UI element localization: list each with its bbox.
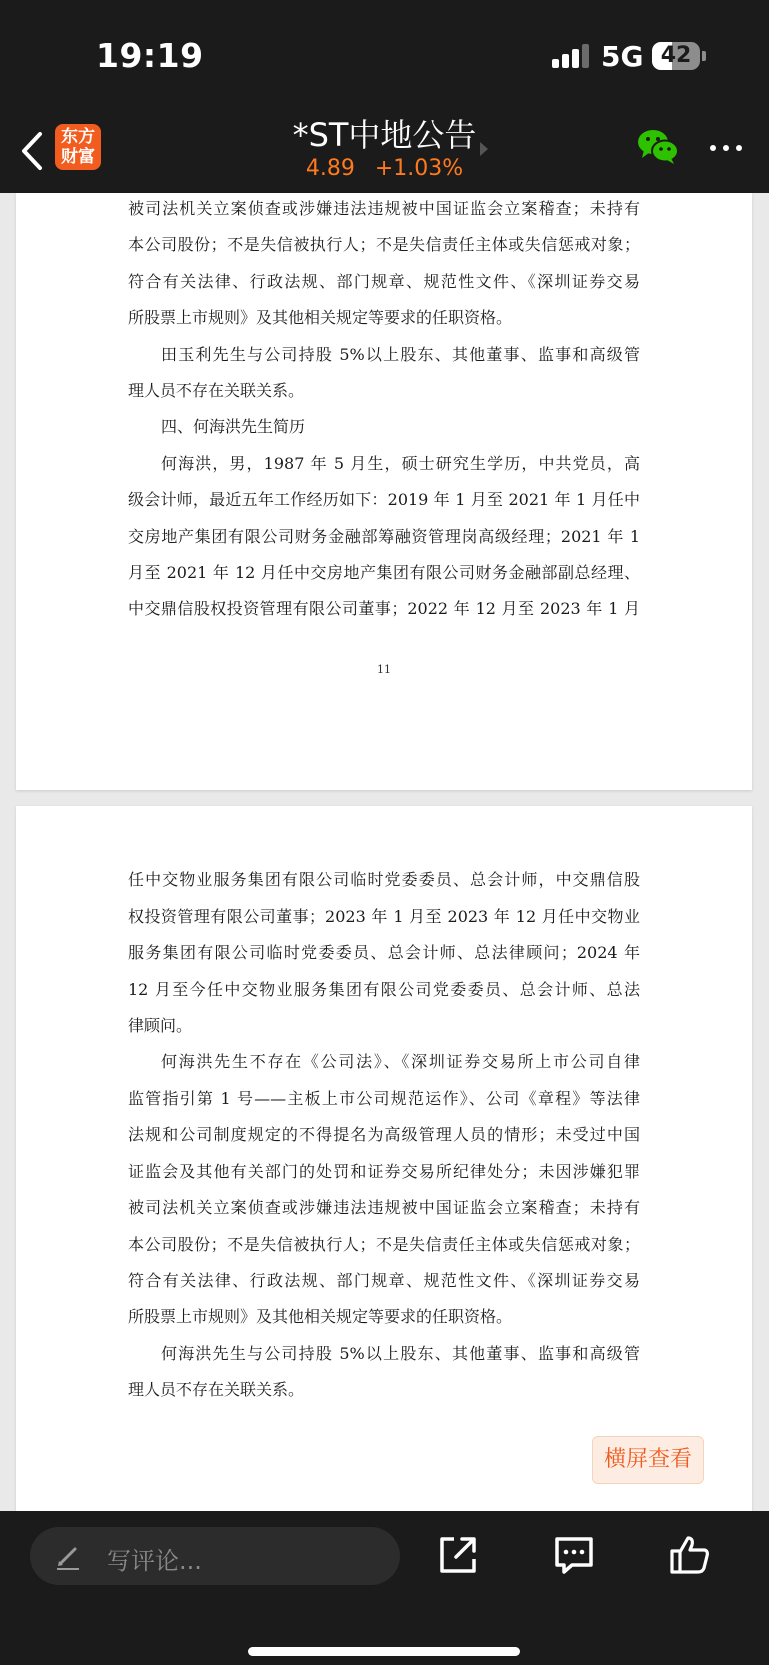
document-line: 被司法机关立案侦查或涉嫌违法违规被中国证监会立案稽查；未持有 (128, 199, 640, 218)
quote-arrow-icon[interactable] (480, 142, 488, 156)
wechat-share-button[interactable] (636, 128, 680, 166)
battery-icon (652, 42, 700, 70)
document-line: 监管指引第 1 号——主板上市公司规范运作》、公司《章程》等法律 (128, 1089, 640, 1108)
comments-button[interactable] (552, 1533, 596, 1577)
document-line: 月至 2021 年 12 月任中交房地产集团有限公司财务金融部副总经理、 (128, 563, 640, 582)
document-line: 律顾问。 (128, 1016, 193, 1035)
document-line: 理人员不存在关联关系。 (128, 381, 305, 400)
signal-icon (552, 44, 592, 68)
bottom-bar (0, 1511, 769, 1665)
share-button[interactable] (436, 1533, 480, 1577)
document-line: 符合有关法律、行政法规、部门规章、规范性文件、《深圳证券交易 (128, 1271, 640, 1290)
document-line: 权投资管理有限公司董事；2023 年 1 月至 2023 年 12 月任中交物业 (128, 907, 640, 926)
document-line: 何海洪先生不存在《公司法》、《深圳证券交易所上市公司自律 (161, 1052, 640, 1071)
like-icon (668, 1533, 712, 1577)
comment-input[interactable] (30, 1527, 400, 1585)
document-line: 服务集团有限公司临时党委委员、总会计师、总法律顾问；2024 年 (128, 943, 640, 962)
document-line: 何海洪先生与公司持股 5%以上股东、其他董事、监事和高级管 (161, 1344, 640, 1363)
document-line: 级会计师，最近五年工作经历如下：2019 年 1 月至 2021 年 1 月任中 (128, 490, 640, 509)
document-line: 田玉利先生与公司持股 5%以上股东、其他董事、监事和高级管 (161, 345, 640, 364)
document-page[interactable] (16, 193, 752, 790)
document-line: 所股票上市规则》及其他相关规定等要求的任职资格。 (128, 1307, 513, 1326)
battery-cap (702, 51, 706, 61)
more-button[interactable] (710, 128, 746, 166)
comment-placeholder: 写评论... (107, 1547, 202, 1575)
document-line: 被司法机关立案侦查或涉嫌违法违规被中国证监会立案稽查；未持有 (128, 1198, 640, 1217)
document-line: 符合有关法律、行政法规、部门规章、规范性文件、《深圳证券交易 (128, 272, 640, 291)
document-line: 证监会及其他有关部门的处罚和证券交易所纪律处分；未因涉嫌犯罪 (128, 1162, 640, 1181)
document-line: 理人员不存在关联关系。 (128, 1380, 305, 1399)
document-line: 12 月至今任中交物业服务集团有限公司党委委员、总会计师、总法 (128, 980, 640, 999)
home-indicator (248, 1647, 520, 1656)
document-line: 中交鼎信股权投资管理有限公司董事；2022 年 12 月至 2023 年 1 月 (128, 599, 640, 618)
document-line: 法规和公司制度规定的不得提名为高级管理人员的情形；未受过中国 (128, 1125, 640, 1144)
document-page[interactable] (16, 806, 752, 1511)
page-title: *ST中地公告 (292, 116, 477, 154)
status-time: 19:19 (96, 36, 204, 75)
document-line: 本公司股份；不是失信被执行人；不是失信责任主体或失信惩戒对象； (128, 235, 640, 254)
app-logo: 东方 财富 (55, 124, 101, 170)
battery-level: 42 (660, 43, 692, 68)
section-heading: 四、何海洪先生简历 (161, 417, 306, 436)
status-bar (0, 0, 769, 110)
comments-icon (552, 1533, 596, 1577)
like-button[interactable] (668, 1533, 712, 1577)
document-line: 所股票上市规则》及其他相关规定等要求的任职资格。 (128, 308, 513, 327)
document-line: 本公司股份；不是失信被执行人；不是失信责任主体或失信惩戒对象； (128, 1235, 640, 1254)
pencil-icon (54, 1542, 82, 1570)
share-icon (436, 1533, 480, 1577)
document-line: 何海洪，男，1987 年 5 月生，硕士研究生学历，中共党员，高 (161, 454, 640, 473)
page-number: 11 (377, 663, 391, 676)
document-line: 任中交物业服务集团有限公司临时党委委员、总会计师，中交鼎信股 (128, 870, 640, 889)
stock-price: 4.89 (305, 156, 355, 181)
network-label: 5G (601, 40, 644, 73)
landscape-view-button[interactable]: 横屏查看 (592, 1436, 704, 1484)
nav-bar (0, 110, 769, 193)
stock-change: +1.03% (374, 156, 464, 181)
document-line: 交房地产集团有限公司财务金融部筹融资管理岗高级经理；2021 年 1 (128, 527, 640, 546)
wechat-icon (636, 128, 680, 166)
